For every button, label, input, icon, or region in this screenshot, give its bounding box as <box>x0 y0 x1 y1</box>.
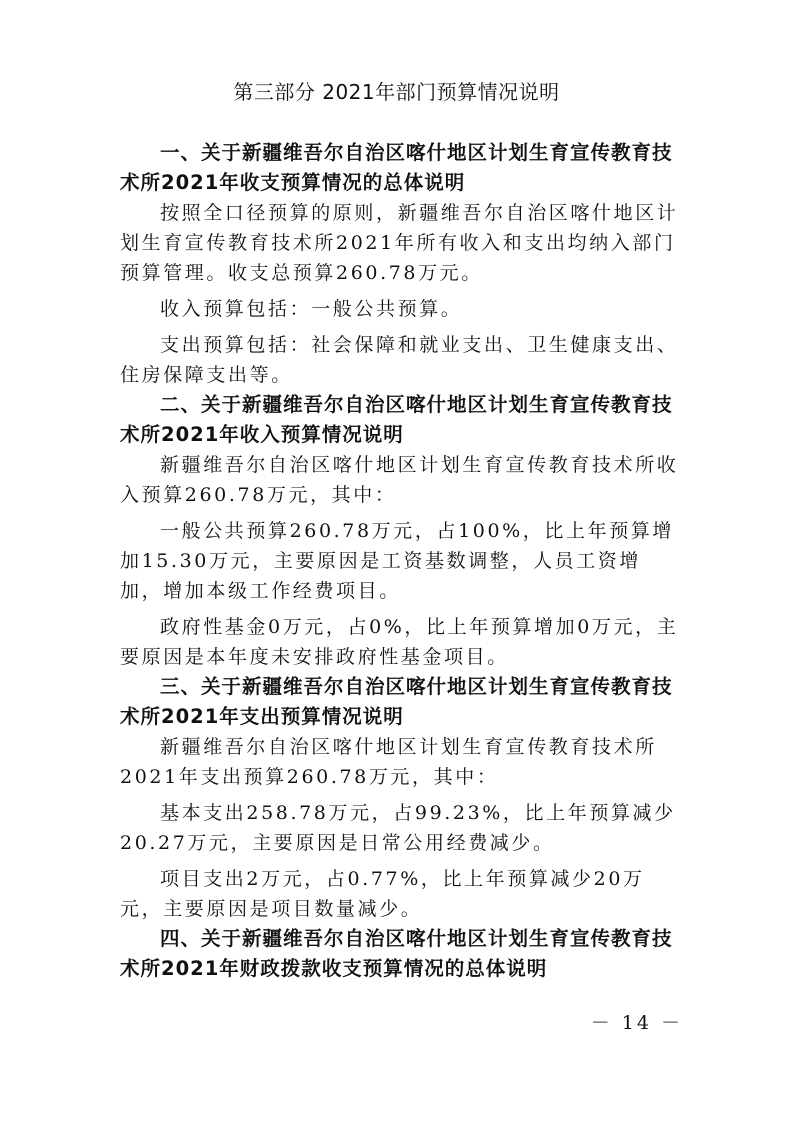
paragraph: 按照全口径预算的原则，新疆维吾尔自治区喀什地区计划生育宣传教育技术所2021年所有收入和支出均纳入部门预算管理。收支总预算260.78万元。 <box>120 202 679 284</box>
page-number: － 14 － <box>590 1012 683 1034</box>
section-heading-2: 二、关于新疆维吾尔自治区喀什地区计划生育宣传教育技术所2021年收入预算情况说明 <box>120 393 673 446</box>
document-body <box>120 138 680 984</box>
paragraph: 新疆维吾尔自治区喀什地区计划生育宣传教育技术所收入预算260.78万元，其中： <box>120 454 679 506</box>
paragraph: 一般公共预算260.78万元，占100%，比上年预算增加15.30万元，主要原因是工资基数调整，人员工资增加，增加本级工作经费项目。 <box>120 520 675 602</box>
section-heading-4: 四、关于新疆维吾尔自治区喀什地区计划生育宣传教育技术所2021年财政拨款收支预算情况的总体说明 <box>120 927 673 980</box>
paragraph: 收入预算包括：一般公共预算。 <box>160 298 463 320</box>
paragraph: 政府性基金0万元，占0%，比上年预算增加0万元，主要原因是本年度未安排政府性基金项目。 <box>120 616 679 668</box>
section-heading-3: 三、关于新疆维吾尔自治区喀什地区计划生育宣传教育技术所2021年支出预算情况说明 <box>120 675 673 728</box>
paragraph: 支出预算包括：社会保障和就业支出、卫生健康支出、住房保障支出等。 <box>120 334 679 386</box>
section-heading-1: 一、关于新疆维吾尔自治区喀什地区计划生育宣传教育技术所2021年收支预算情况的总体说明 <box>120 141 673 194</box>
paragraph: 新疆维吾尔自治区喀什地区计划生育宣传教育技术所2021年支出预算260.78万元，其中： <box>120 736 657 788</box>
paragraph: 基本支出258.78万元，占99.23%，比上年预算减少20.27万元，主要原因是日常公用经费减少。 <box>120 802 676 854</box>
paragraph: 项目支出2万元，占0.77%，比上年预算减少20万元，主要原因是项目数量减少。 <box>120 868 645 920</box>
page-title: 第三部分 2021年部门预算情况说明 <box>233 80 560 104</box>
